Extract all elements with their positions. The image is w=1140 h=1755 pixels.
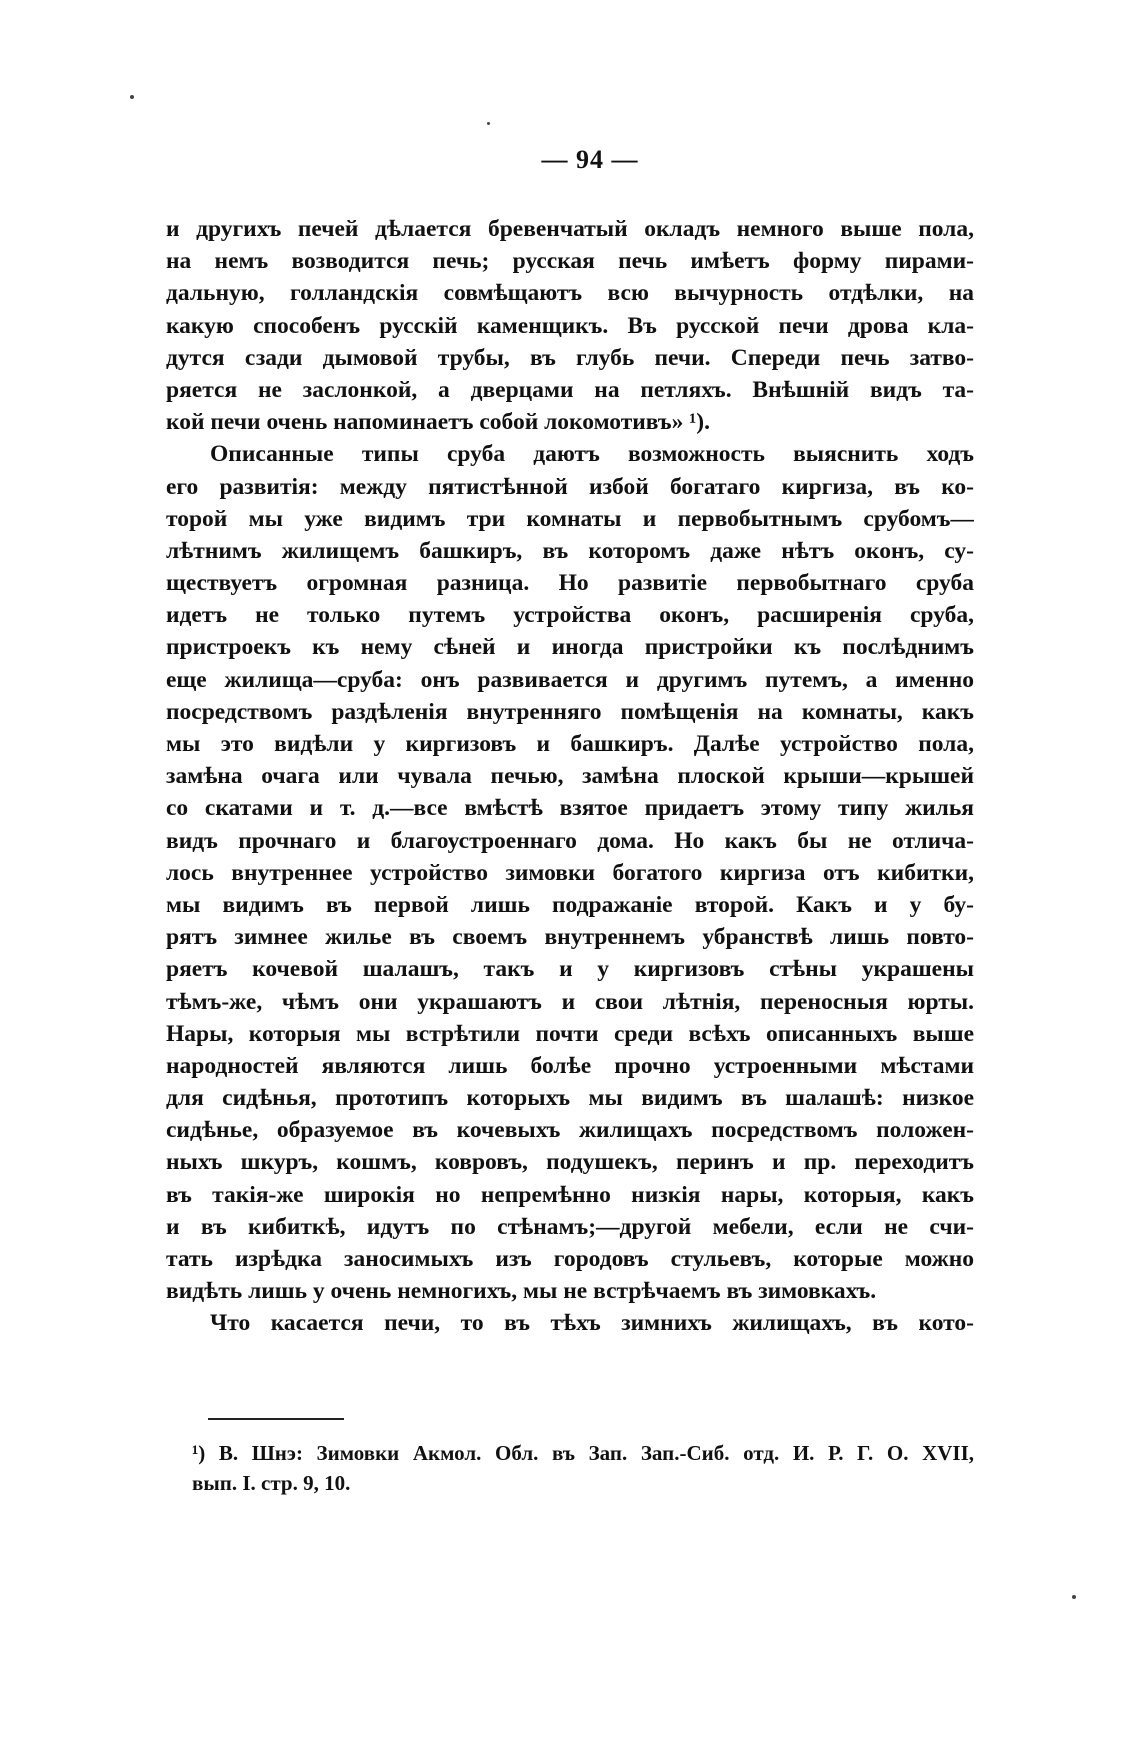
text-line: для сидѣнья, прототипъ которыхъ мы видимъ въ шалашѣ: низкое — [166, 1085, 974, 1112]
footnote-divider — [208, 1418, 344, 1420]
page-number: — 94 — — [541, 145, 639, 174]
text-line: идетъ не только путемъ устройства оконъ, расширенія сруба, — [166, 602, 974, 629]
text-line: со скатами и т. д.—все вмѣстѣ взятое придаетъ этому типу жилья — [166, 795, 974, 822]
text-line: видѣть лишь у очень немногихъ, мы не встрѣчаемъ въ зимовкахъ. — [166, 1278, 877, 1305]
text-line: еще жилища—сруба: онъ развивается и другимъ путемъ, а именно — [166, 666, 974, 693]
text-line: и въ кибиткѣ, идутъ по стѣнамъ;—другой мебели, если не счи- — [166, 1213, 974, 1240]
text-line: видъ прочнаго и благоустроеннаго дома. Но какъ бы не отлича- — [166, 827, 974, 854]
text-line: народностей являются лишь болѣе прочно устроенными мѣстами — [166, 1052, 974, 1079]
text-line: пристроекъ къ нему сѣней и иногда пристройки къ послѣднимъ — [166, 634, 974, 661]
text-line: на немъ возводится печь; русская печь имѣетъ форму пирами- — [166, 248, 974, 275]
text-line: мы это видѣли у киргизовъ и башкиръ. Далѣе устройство пола, — [166, 731, 974, 757]
text-line: Нары, которыя мы встрѣтили почти среди всѣхъ описанныхъ выше — [166, 1020, 974, 1047]
text-line: какую способенъ русскій каменщикъ. Въ русской печи дрова кла- — [166, 312, 974, 339]
text-line: лѣтнимъ жилищемъ башкиръ, въ которомъ даже нѣтъ оконъ, су- — [166, 537, 974, 564]
text-line: ряетъ кочевой шалашъ, такъ и у киргизовъ стѣны украшены — [166, 956, 974, 983]
text-line: въ такія-же широкія но непремѣнно низкія нары, которыя, какъ — [166, 1181, 974, 1208]
text-line: тать изрѣдка заносимыхъ изъ городовъ стульевъ, которые можно — [166, 1246, 974, 1272]
text-line: кой печи очень напоминаетъ собой локомотивъ» ¹). — [166, 409, 710, 436]
text-line: ряется не заслонкой, а дверцами на петляхъ. Внѣшній видъ та- — [166, 376, 974, 403]
text-line: Что касается печи, то въ тѣхъ зимнихъ жилищахъ, въ кото- — [210, 1310, 974, 1337]
text-line: дутся сзади дымовой трубы, въ глубь печи. Спереди печь затво- — [166, 344, 974, 371]
text-line: сидѣнье, образуемое въ кочевыхъ жилищахъ посредствомъ положен- — [166, 1117, 974, 1144]
text-line: замѣна очага или чувала печью, замѣна плоской крыши—крышей — [166, 763, 974, 790]
text-line: и другихъ печей дѣлается бревенчатый окладъ немного выше пола, — [166, 216, 974, 242]
text-line: Описанные типы сруба даютъ возможность выяснить ходъ — [210, 441, 974, 468]
text-line: торой мы уже видимъ три комнаты и первобытнымъ срубомъ— — [166, 505, 974, 532]
text-line: тѣмъ-же, чѣмъ они украшаютъ и свои лѣтнія, переносныя юрты. — [166, 988, 974, 1015]
text-line: посредствомъ раздѣленія внутренняго помѣщенія на комнаты, какъ — [166, 698, 974, 725]
scan-speck — [130, 95, 134, 99]
footnote-line: ¹) В. Шнэ: Зимовки Акмол. Обл. въ Зап. Зап.-Сиб. отд. И. Р. Г. О. XVII, — [192, 1441, 974, 1465]
text-line: рятъ зимнее жилье въ своемъ внутреннемъ убранствѣ лишь повто- — [166, 924, 974, 951]
text-line: ществуетъ огромная разница. Но развитіе первобытнаго сруба — [166, 570, 974, 597]
text-line: ныхъ шкуръ, кошмъ, ковровъ, подушекъ, перинъ и пр. переходитъ — [166, 1149, 974, 1176]
text-line: лось внутреннее устройство зимовки богатого киргиза отъ кибитки, — [166, 859, 974, 886]
text-line: дальную, голландскія совмѣщаютъ всю вычурность отдѣлки, на — [166, 280, 974, 307]
text-line: мы видимъ въ первой лишь подражаніе второй. Какъ и у бу- — [166, 891, 974, 918]
scan-speck — [1072, 1595, 1076, 1599]
footnotes — [192, 1438, 974, 1498]
footnote-line: вып. I. стр. 9, 10. — [192, 1471, 351, 1495]
scan-speck — [487, 122, 490, 125]
body-text — [166, 213, 974, 1340]
text-line: его развитія: между пятистѣнной избой богатаго киргиза, въ ко- — [166, 473, 974, 500]
